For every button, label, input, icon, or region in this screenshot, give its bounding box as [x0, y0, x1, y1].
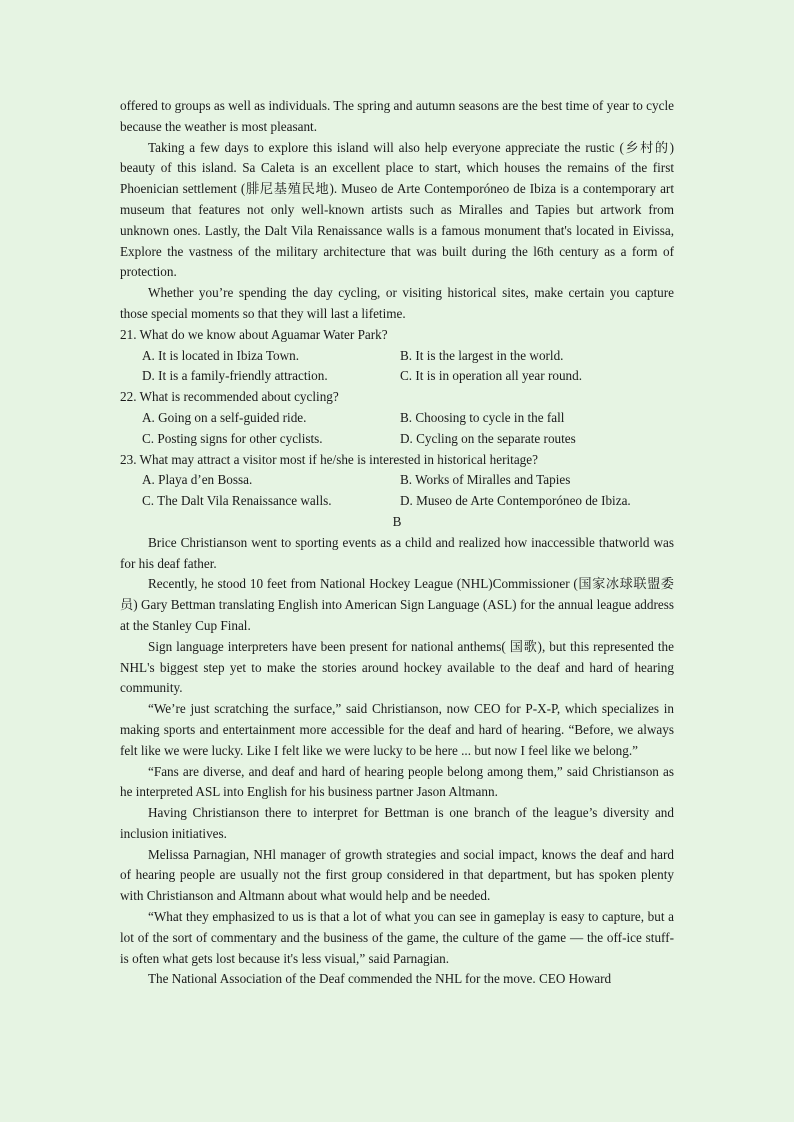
- passage-b-paragraph: The National Association of the Deaf commended the NHL for the move. CEO Howard: [148, 971, 612, 987]
- question-22: [120, 387, 674, 449]
- question-stem: 22. What is recommended about cycling?: [120, 389, 339, 405]
- answer-option: D. Cycling on the separate routes: [400, 430, 576, 446]
- answer-option: A. Going on a self-guided ride.: [142, 409, 307, 425]
- answer-option: D. It is a family-friendly attraction.: [142, 368, 328, 384]
- passage-b-paragraph: Sign language interpreters have been present for national anthems( 国歌), but this represented the NHL's biggest step yet to make the stories around hockey available to the deaf and hard of hearing community.: [120, 638, 674, 696]
- passage-b-paragraph: “We’re just scratching the surface,” said Christianson, now CEO for P-X-P, which specializes in making sports and entertainment more accessible for the deaf and hard of hearing. “Before, we always felt like we were lucky. Like I felt like we were lucky to be here ... but now I feel like we belong.”: [120, 701, 674, 758]
- passage-b-paragraph: Having Christianson there to interpret for Bettman is one branch of the league’s diversity and inclusion initiatives.: [120, 805, 674, 841]
- passage-a-continuation: offered to groups as well as individuals. The spring and autumn seasons are the best time of year to cycle because the weather is most pleasant.: [120, 98, 674, 134]
- question-23: [120, 450, 674, 512]
- answer-option: C. It is in operation all year round.: [400, 368, 583, 384]
- answer-option: B. Works of Miralles and Tapies: [400, 472, 571, 488]
- question-stem: 23. What may attract a visitor most if he/she is interested in historical heritage?: [120, 451, 538, 467]
- answer-option: B. Choosing to cycle in the fall: [400, 409, 565, 425]
- passage-b-paragraph: Recently, he stood 10 feet from National Hockey League (NHL)Commissioner (国家冰球联盟委员) Gary Bettman translating English into American Sign Language (ASL) for the annual league address at the Stanley Cup Final.: [120, 576, 674, 633]
- section-heading: B: [392, 513, 402, 529]
- answer-option: A. Playa d’en Bossa.: [142, 472, 253, 488]
- document-page: [120, 96, 674, 990]
- answer-option: B. It is the largest in the world.: [400, 347, 564, 363]
- answer-options: [120, 408, 674, 450]
- passage-a-paragraph: Taking a few days to explore this island will also help everyone appreciate the rustic (乡村的) beauty of this island. Sa Caleta is an excellent place to start, which houses the remains of the first Phoenician settlement (腓尼基殖民地). Museo de Arte Contemporóneo de Ibiza is a contemporary art museum that features not only well-known artists such as Miralles and Tapies but artwork from unknown ones. Lastly, the Dalt Vila Renaissance walls is a famous monument that's located in Eivissa, Explore the vastness of the military architecture that was built during the l6th century as a form of protection.: [120, 139, 674, 280]
- answer-option: C. The Dalt Vila Renaissance walls.: [142, 493, 332, 509]
- passage-a-paragraph: Whether you’re spending the day cycling, or visiting historical sites, make certain you capture those special moments so that they will last a lifetime.: [120, 285, 674, 321]
- question-21: [120, 325, 674, 387]
- answer-option: A. It is located in Ibiza Town.: [142, 347, 300, 363]
- passage-b-paragraph: Melissa Parnagian, NHl manager of growth strategies and social impact, knows the deaf and hard of hearing people are usually not the first group considered in that department, but has spoken plenty with Christianson and Altmann about what would help and be needed.: [120, 846, 674, 904]
- answer-options: [120, 470, 674, 512]
- answer-option: C. Posting signs for other cyclists.: [142, 430, 323, 446]
- answer-options: [120, 346, 674, 388]
- passage-b-paragraph: “Fans are diverse, and deaf and hard of hearing people belong among them,” said Christianson as he interpreted ASL into English for his business partner Jason Altmann.: [120, 763, 674, 800]
- passage-b-paragraph: Brice Christianson went to sporting events as a child and realized how inaccessible thatworld was for his deaf father.: [120, 534, 674, 571]
- question-stem: 21. What do we know about Aguamar Water Park?: [120, 326, 388, 342]
- answer-option: D. Museo de Arte Contemporóneo de Ibiza.: [400, 493, 631, 509]
- passage-b-paragraph: “What they emphasized to us is that a lot of what you can see in gameplay is easy to capture, but a lot of the sort of commentary and the business of the game, the culture of the game — the off-ice stuff- is often what gets lost because it's less visual,” said Parnagian.: [120, 909, 674, 966]
